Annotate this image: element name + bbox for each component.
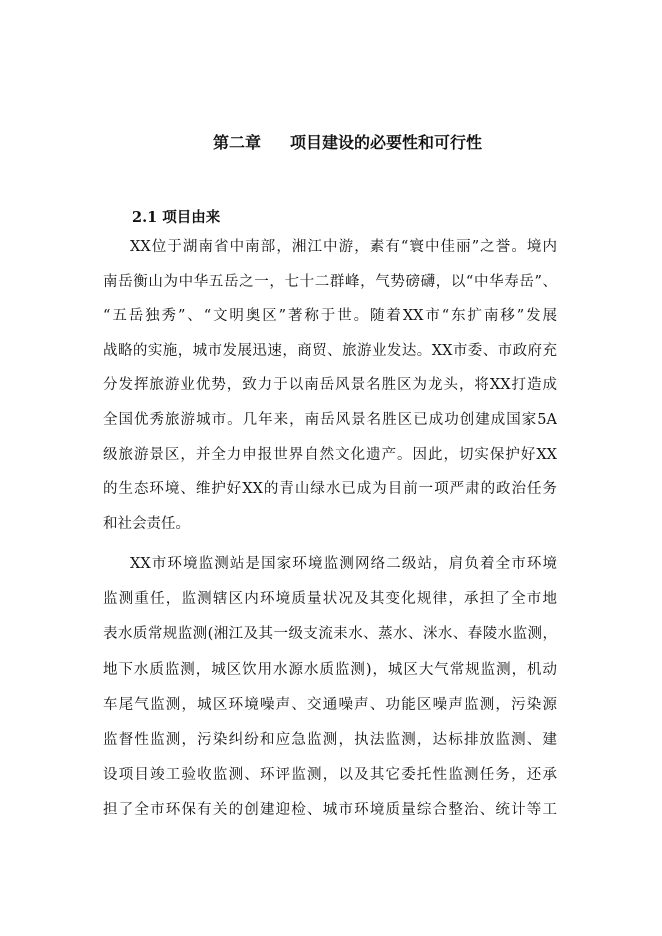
paragraph-line: 表水质常规监测(湘江及其一级支流耒水、蒸水、洣水、春陵水监测， (103, 626, 557, 643)
paragraph-line: 全国优秀旅游城市。几年来，南岳风景名胜区已成功创建成国家5A (103, 411, 557, 428)
paragraph-line: 的生态环境、维护好XX的青山绿水已成为目前一项严肃的政治任务 (103, 481, 557, 498)
paragraph-2 (103, 547, 557, 829)
paragraph-line: 级旅游景区，并全力申报世界自然文化遗产。因此，切实保护好XX (103, 446, 557, 463)
paragraph-1 (103, 230, 557, 541)
paragraph-line: 监测重任，监测辖区内环境质量状况及其变化规律，承担了全市地 (103, 591, 557, 608)
paragraph-line: 监督性监测，污染纠纷和应急监测，执法监测，达标排放监测、建 (103, 731, 557, 748)
paragraph-line: 南岳衡山为中华五岳之一，七十二群峰，气势磅礴，以“中华寿岳”、 (103, 273, 557, 290)
chapter-number: 第二章 (213, 133, 262, 152)
paragraph-line: XX市环境监测站是国家环境监测网络二级站，肩负着全市环境 (130, 556, 557, 572)
paragraph-line: 担了全市环保有关的创建迎检、城市环境质量综合整治、统计等工 (103, 802, 557, 819)
paragraph-line: 战略的实施，城市发展迅速，商贸、旅游业发达。XX市委、市政府充 (103, 342, 557, 359)
paragraph-line: 设项目竣工验收监测、环评监测，以及其它委托性监测任务，还承 (103, 767, 557, 784)
paragraph-line: 和社会责任。 (103, 515, 190, 532)
chapter-title: 项目建设的必要性和可行性 (290, 133, 483, 152)
paragraph-line: 地下水质监测，城区饮用水源水质监测)，城区大气常规监测，机动 (103, 661, 557, 678)
paragraph-line: “五岳独秀”、“文明奥区”著称于世。随着XX市“东扩南移”发展 (103, 308, 557, 325)
chapter-heading (213, 132, 482, 154)
paragraph-line: 分发挥旅游业优势，致力于以南岳风景名胜区为龙头，将XX打造成 (103, 377, 557, 394)
paragraph-line: 车尾气监测，城区环境噪声、交通噪声、功能区噪声监测，污染源 (103, 696, 557, 713)
section-heading: 2.1 项目由来 (132, 209, 221, 226)
paragraph-line: XX位于湖南省中南部，湘江中游，素有“寰中佳丽”之誉。境内 (130, 239, 557, 255)
